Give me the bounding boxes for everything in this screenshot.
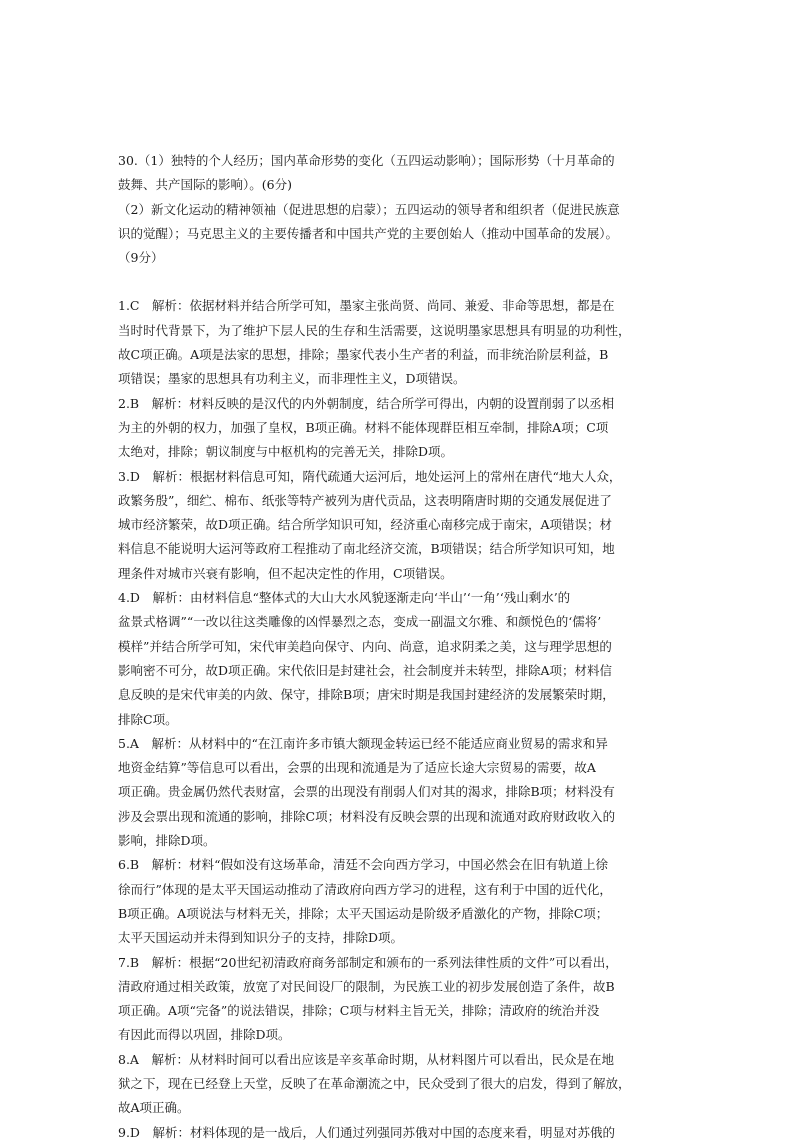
answer-line: 项错误；墨家的思想具有功利主义，而非理性主义，D项错误。	[118, 371, 466, 387]
q30-p2-line: （9分）	[118, 250, 164, 266]
q30-p2-line: （2）新文化运动的精神领袖（促进思想的启蒙）；五四运动的领导者和组织者（促进民族意	[118, 201, 620, 217]
answer-line: 项正确。贵金属仍然代表财富，会票的出现没有削弱人们对其的渴求，排除B项；材料没有	[118, 784, 615, 800]
answer-line: 5.A 解析：从材料中的“在江南许多市镇大额现金转运已经不能适应商业贸易的需求和异	[118, 735, 608, 751]
answer-8	[118, 1048, 678, 1121]
answer-line: 当时时代背景下，为了维护下层人民的生存和生活需要，这说明墨家思想具有明显的功利性，	[118, 322, 631, 338]
answer-4	[118, 586, 678, 732]
answer-line: 涉及会票出现和流通的影响，排除C项；材料没有反映会票的出现和流通对政府财政收入的	[118, 808, 616, 824]
answer-line: 息反映的是宋代审美的内敛、保守，排除B项；唐宋时期是我国封建经济的发展繁荣时期，	[118, 687, 615, 703]
answer-line: 1.C 解析：依据材料并结合所学可知，墨家主张尚贤、尚同、兼爱、非命等思想，都是在	[118, 298, 615, 314]
answer-3	[118, 465, 678, 586]
answer-line: 狱之下，现在已经登上天堂，反映了在革命潮流之中，民众受到了很大的启发，得到了解放，	[118, 1075, 631, 1091]
answer-line: 8.A 解析：从材料时间可以看出应该是辛亥革命时期，从材料图片可以看出，民众是在地	[118, 1051, 614, 1067]
q30-part1	[118, 149, 678, 198]
answer-6	[118, 853, 678, 950]
answer-line: 盆景式格调”“一改以往这类雕像的凶悍暴烈之态，变成一副温文尔雅、和颜悦色的‘儒将’	[118, 614, 602, 630]
answer-line: 影响密不可分，故D项正确。宋代依旧是封建社会，社会制度并未转型，排除A项；材料信	[118, 662, 613, 678]
answer-line: 城市经济繁荣，故D项正确。结合所学知识可知，经济重心南移完成于南宋，A项错误；材	[118, 517, 613, 533]
answer-1	[118, 294, 678, 391]
answer-line: 7.B 解析：根据“20世纪初清政府商务部制定和颁布的一系列法律性质的文件”可以看出，	[118, 954, 618, 970]
answer-line: 故A项正确。	[118, 1100, 190, 1116]
answer-line: 项正确。A项“完备”的说法错误，排除；C项与材料主旨无关，排除；清政府的统治并没	[118, 1003, 600, 1019]
answer-line: 理条件对城市兴衰有影响，但不起决定性的作用，C项错误。	[118, 565, 453, 581]
answer-line: 模样”并结合所学可知，宋代审美趋向保守、内向、尚意，追求阴柔之美，这与理学思想的	[118, 638, 612, 654]
answer-line: 徐而行”体现的是太平天国运动推动了清政府向西方学习的进程，这有利于中国的近代化，	[118, 881, 612, 897]
answer-line: 政繁务殷”，细纻、棉布、纸张等特产被列为唐代贡品，这表明隋唐时期的交通发展促进了	[118, 492, 612, 508]
answer-line: 为主的外朝的权力，加强了皇权，B项正确。材料不能体现群臣相互牵制，排除A项；C项	[118, 419, 609, 435]
q30-p1-line: 30.（1）独特的个人经历；国内革命形势的变化（五四运动影响）；国际形势（十月革命的	[118, 153, 615, 168]
q30-p2-line: 识的觉醒）；马克思主义的主要传播者和中国共产党的主要创始人（推动中国革命的发展）。	[118, 225, 619, 241]
answer-line: 9.D 解析：材料体现的是一战后，人们通过列强同苏俄对中国的态度来看，明显对苏俄的	[118, 1124, 615, 1140]
answer-line: 影响，排除D项。	[118, 833, 216, 849]
answer-line: 地资金结算”等信息可以看出，会票的出现和流通是为了适应长途大宗贸易的需要，故A	[118, 760, 596, 776]
answer-line: 故C项正确。A项是法家的思想，排除；墨家代表小生产者的利益，而非统治阶层利益，B	[118, 347, 609, 363]
answer-line: 4.D 解析：由材料信息“整体式的大山大水风貌逐渐走向‘半山’‘一角’‘残山剩水’的	[118, 590, 571, 606]
answer-line: B项正确。A项说法与材料无关，排除；太平天国运动是阶级矛盾激化的产物，排除C项；	[118, 905, 609, 921]
answer-line: 3.D 解析：根据材料信息可知，隋代疏通大运河后，地处运河上的常州在唐代“地大人众，	[118, 468, 622, 484]
answer-7	[118, 951, 678, 1048]
answer-line: 排除C项。	[118, 711, 178, 727]
section-gap	[118, 270, 678, 294]
answer-line: 太绝对，排除；朝议制度与中枢机构的完善无关，排除D项。	[118, 444, 454, 460]
q30-p1-line: 鼓舞、共产国际的影响）。(6分)	[118, 177, 292, 193]
q30-part2	[118, 198, 678, 271]
answer-2	[118, 392, 678, 465]
answer-page	[118, 149, 678, 1145]
answer-line: 6.B 解析：材料“假如没有这场革命，清廷不会向西方学习，中国必然会在旧有轨道上徐	[118, 857, 609, 873]
answer-5	[118, 732, 678, 853]
answer-9	[118, 1121, 678, 1145]
answer-line: 清政府通过相关政策，放宽了对民间设厂的限制，为民族工业的初步发展创造了条件，故B	[118, 978, 615, 994]
answer-line: 2.B 解析：材料反映的是汉代的内外朝制度，结合所学可得出，内朝的设置削弱了以丞相	[118, 395, 615, 411]
answer-line: 太平天国运动并未得到知识分子的支持，排除D项。	[118, 930, 404, 946]
answer-line: 料信息不能说明大运河等政府工程推动了南北经济交流，B项错误；结合所学知识可知，地	[118, 541, 615, 557]
answer-line: 有因此而得以巩固，排除D项。	[118, 1027, 291, 1043]
